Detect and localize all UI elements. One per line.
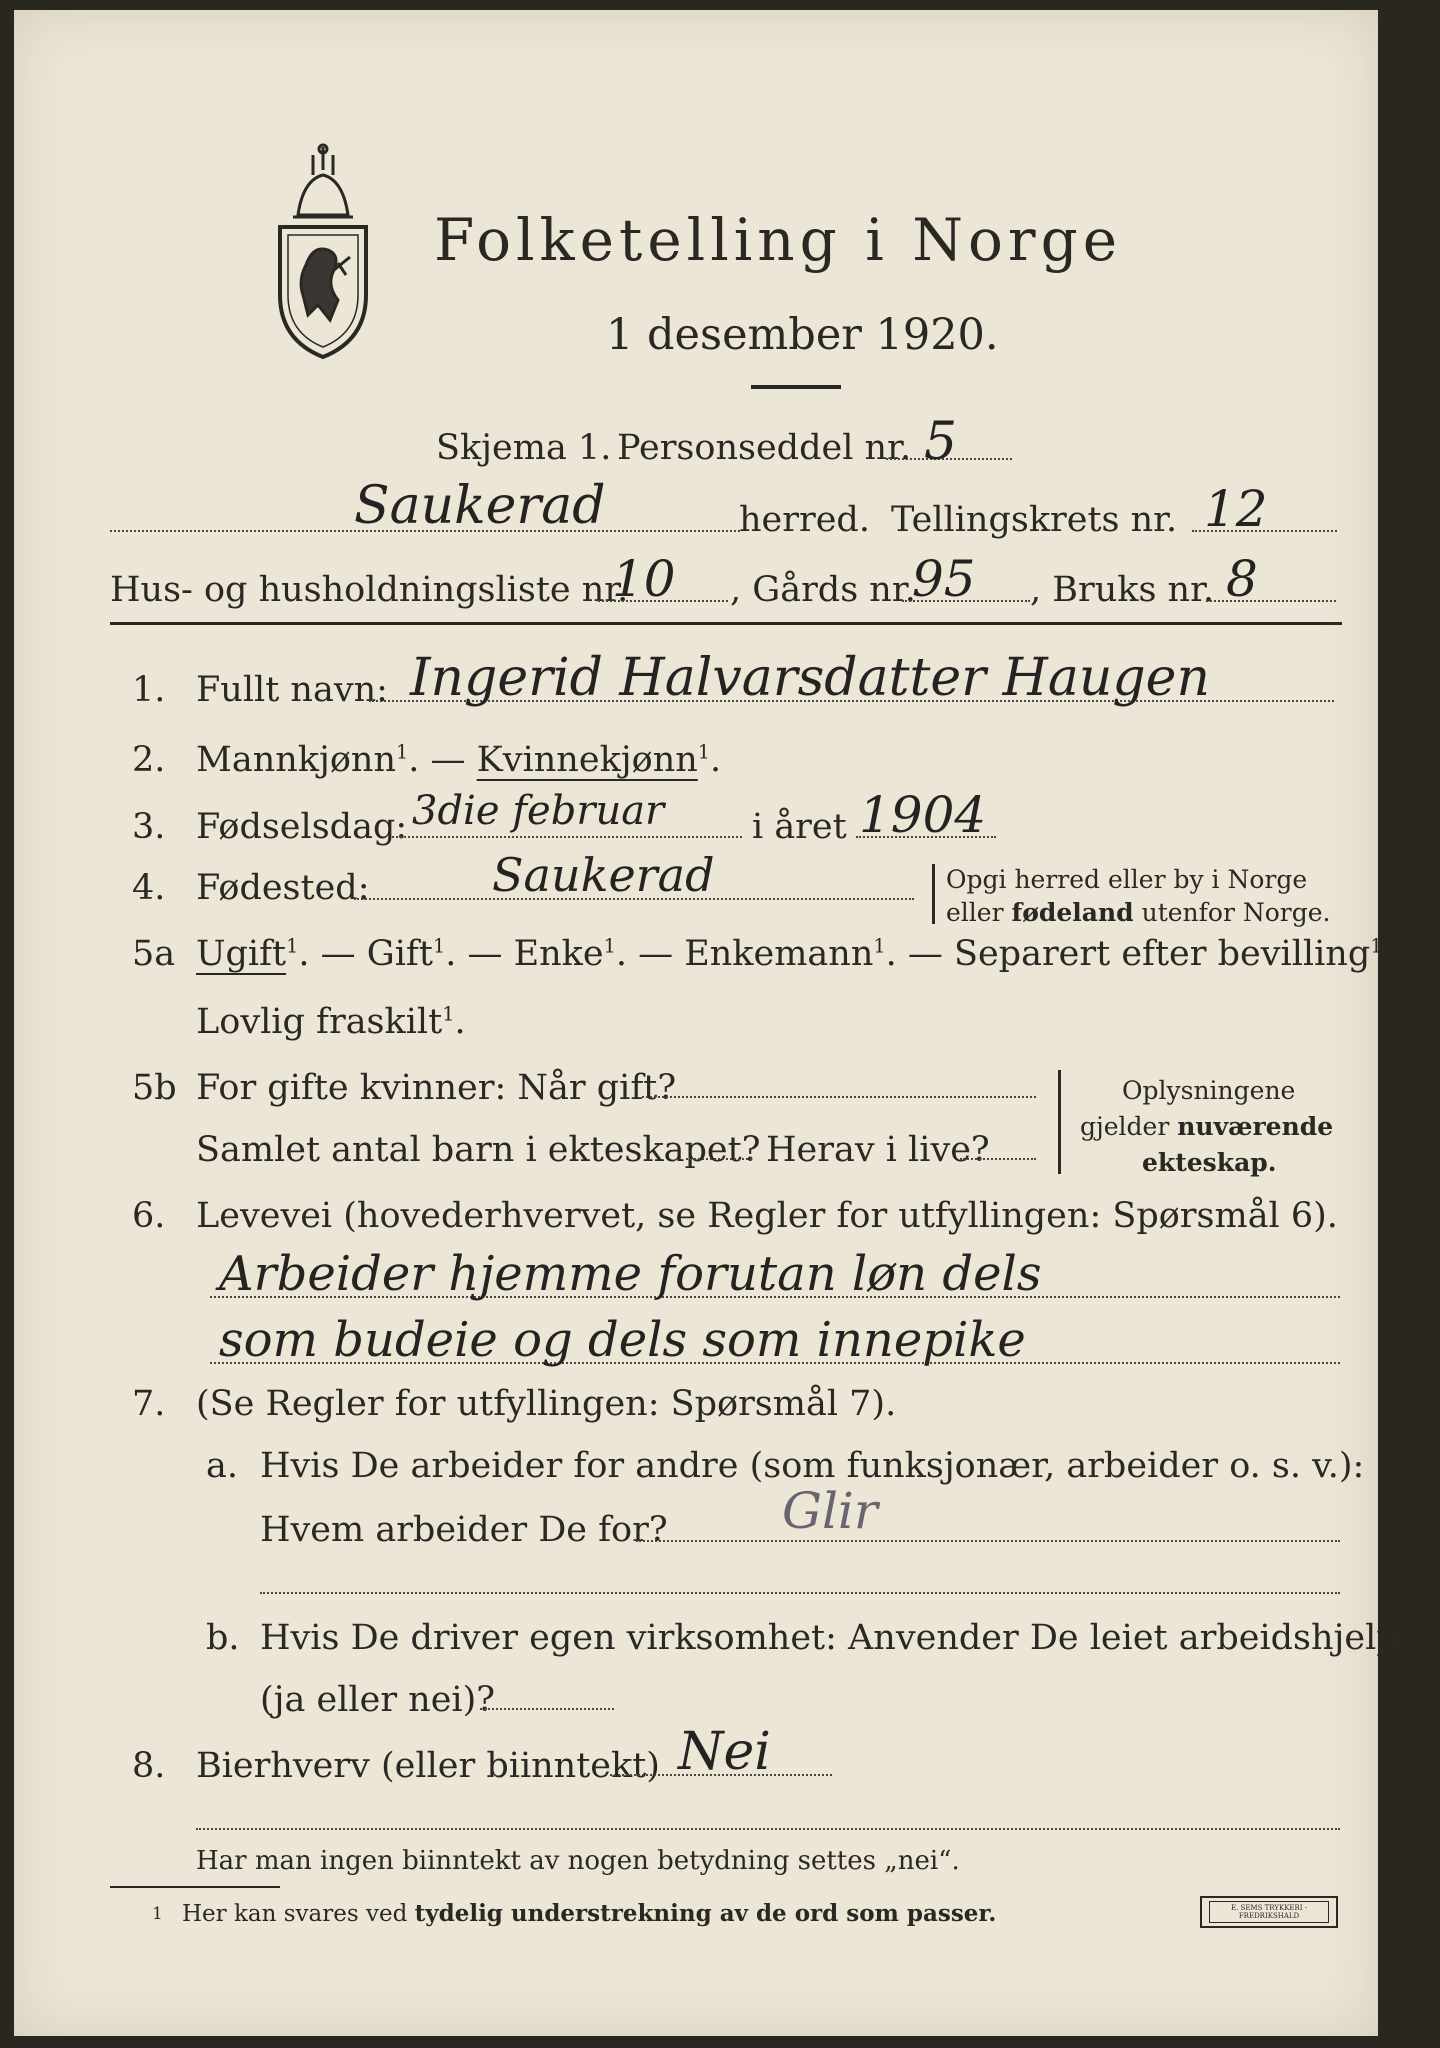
q5a-number: 5a — [132, 934, 176, 974]
q5b-line1: For gifte kvinner: Når gift? — [196, 1068, 677, 1108]
q2-number: 2. — [132, 740, 166, 780]
tellingskrets-value: 12 — [1204, 480, 1268, 538]
q7-number: 7. — [132, 1384, 166, 1424]
header-rule — [110, 622, 1342, 625]
q6-value-line1: Arbeider hjemme forutan løn dels — [219, 1246, 1042, 1302]
form-title: Folketelling i Norge — [434, 206, 1123, 274]
q6-number: 6. — [132, 1196, 166, 1236]
gards-label: , Gårds nr. — [730, 570, 916, 610]
personseddel-value: 5 — [924, 412, 958, 472]
q7b-text: Hvis De driver egen virksomhet: Anvender De leiet arbeidshjelp — [260, 1618, 1399, 1658]
q5a-options: Ugift$^1$. — Gift$^1$. — Enke$^1$. — Enkemann$^1$. — Separert efter bevilling$^1$. — — [196, 934, 1440, 974]
q7-label: (Se Regler for utfyllingen: Spørsmål 7). — [196, 1384, 897, 1424]
q5a-line2: Lovlig fraskilt$^1$. — [196, 1002, 466, 1042]
q7a-question: Hvem arbeider De for? — [260, 1510, 668, 1550]
title-divider — [751, 385, 841, 389]
printer-stamp — [1200, 1896, 1338, 1928]
personseddel-label: Personseddel nr. — [617, 428, 912, 468]
herred-label: herred. — [739, 500, 870, 540]
q5b-number: 5b — [132, 1068, 177, 1108]
bruks-value: 8 — [1226, 550, 1258, 608]
q7b-question: (ja eller nei)? — [260, 1680, 496, 1720]
q1-label: Fullt navn: — [196, 670, 388, 710]
q5b-line2a: Samlet antal barn i ekteskapet? — [196, 1130, 761, 1170]
q8-value: Nei — [678, 1722, 771, 1782]
footnote-rule — [110, 1886, 280, 1888]
census-form-page — [14, 10, 1440, 2036]
q4-label: Fødested: — [196, 868, 370, 908]
printer-stamp-text: E. SEMS TRYKKERI · FREDRIKSHALD — [1209, 1901, 1329, 1923]
bruks-label: , Bruks nr. — [1030, 570, 1215, 610]
q2-options: Mannkjønn$^1$. — Kvinnekjønn$^1$. — [196, 740, 722, 780]
q3-label: Fødselsdag: — [196, 807, 408, 847]
q5b-line2b: Herav i live? — [766, 1130, 990, 1170]
hus-value: 10 — [612, 550, 676, 608]
q4-note-line1: Opgi herred eller by i Norge — [946, 865, 1308, 894]
q5b-note-brace — [1058, 1070, 1061, 1174]
q1-number: 1. — [132, 670, 166, 710]
norwegian-coat-of-arms-icon — [268, 145, 378, 360]
q8-label: Bierhverv (eller biinntekt) — [196, 1746, 660, 1786]
q4-number: 4. — [132, 868, 166, 908]
skjema-label: Skjema 1. — [436, 428, 612, 468]
q7a-value: Glir — [782, 1482, 878, 1540]
q7a-text: Hvis De arbeider for andre (som funksjonær, arbeider o. s. v.): — [260, 1446, 1365, 1486]
q3-number: 3. — [132, 807, 166, 847]
q7b-number: b. — [206, 1618, 240, 1658]
tellingskrets-label: Tellingskrets nr. — [891, 500, 1178, 540]
q5a-ugift-selected: Ugift — [196, 934, 287, 974]
q5b-note2: gjelder nuværende — [1080, 1112, 1334, 1141]
q3-year-value: 1904 — [859, 786, 987, 844]
q8-number: 8. — [132, 1746, 166, 1786]
form-date: 1 desember 1920. — [606, 310, 999, 360]
q1-full-name-value: Ingerid Halvarsdatter Haugen — [410, 648, 1210, 708]
footer-note: Har man ingen biinntekt av nogen betydning settes „nei“. — [196, 1846, 960, 1876]
q6-value-line2: som budeie og dels som innepike — [219, 1312, 1026, 1368]
q5b-note3: ekteskap. — [1142, 1148, 1277, 1177]
q4-note-brace — [932, 864, 935, 924]
q3-day-value: 3die februar — [412, 788, 665, 834]
q3-year-label: i året — [752, 807, 847, 847]
footnote-text: Her kan svares ved tydelig understrekning av de ord som passer. — [182, 1900, 997, 1927]
footnote-mark: 1 — [152, 1904, 163, 1924]
q2-female-selected: Kvinnekjønn — [476, 740, 698, 780]
q4-note-line2: eller fødeland utenfor Norge. — [946, 898, 1331, 927]
q4-birthplace-value: Saukerad — [492, 848, 715, 902]
q7a-number: a. — [206, 1446, 238, 1486]
hus-label: Hus- og husholdningsliste nr. — [110, 570, 629, 610]
q6-label: Levevei (hovederhvervet, se Regler for utfyllingen: Spørsmål 6). — [196, 1196, 1338, 1236]
gards-value: 95 — [912, 550, 976, 608]
q5b-note1: Oplysningene — [1122, 1076, 1296, 1105]
herred-value: Saukerad — [354, 476, 606, 536]
